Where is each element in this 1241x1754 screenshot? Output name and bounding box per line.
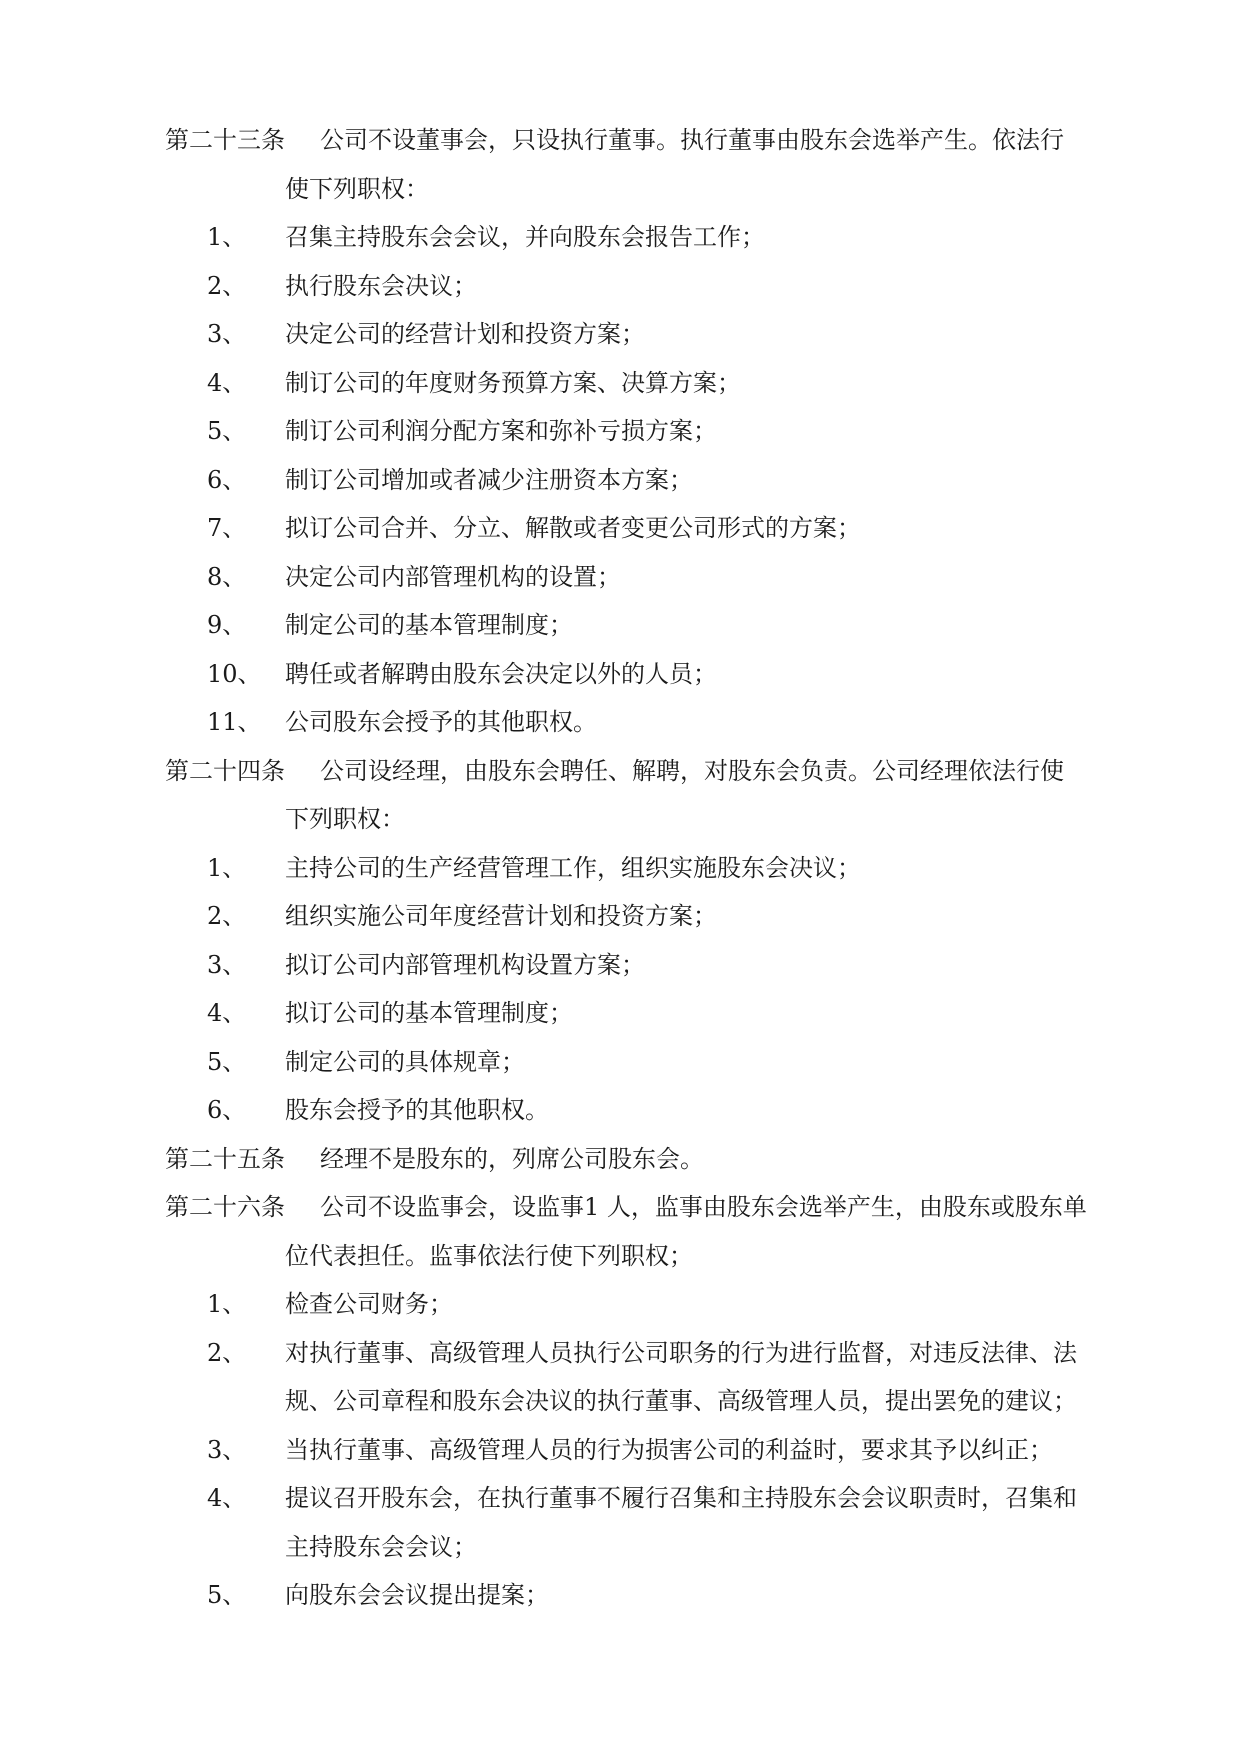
list-item bbox=[165, 989, 1110, 1038]
item-number: 2、 bbox=[207, 271, 247, 300]
list-item bbox=[165, 213, 1110, 262]
item-text: 制订公司的年度财务预算方案、决算方案； bbox=[285, 368, 741, 397]
item-text: 聘任或者解聘由股东会决定以外的人员； bbox=[285, 659, 717, 688]
article-number: 第二十三条 bbox=[165, 126, 285, 154]
item-text: 股东会授予的其他职权。 bbox=[285, 1096, 549, 1124]
list-item bbox=[165, 601, 1110, 650]
list-item bbox=[165, 941, 1110, 990]
list-item bbox=[165, 456, 1110, 505]
article-text-continuation: 位代表担任。监事依法行使下列职权； bbox=[285, 1241, 693, 1270]
list-item bbox=[165, 310, 1110, 359]
item-text: 制定公司的具体规章； bbox=[285, 1047, 525, 1076]
item-text: 当执行董事、高级管理人员的行为损害公司的利益时，要求其予以纠正； bbox=[285, 1435, 1053, 1464]
item-text: 主持公司的生产经营管理工作，组织实施股东会决议； bbox=[285, 853, 861, 882]
article-number: 第二十四条 bbox=[165, 756, 285, 785]
list-item bbox=[165, 1086, 1110, 1135]
item-number: 11、 bbox=[207, 708, 262, 736]
list-item bbox=[165, 1280, 1110, 1329]
item-text: 检查公司财务； bbox=[285, 1290, 453, 1318]
article-text: 公司不设董事会，只设执行董事。执行董事由股东会选举产生。依法行 bbox=[320, 126, 1064, 154]
list-item bbox=[165, 407, 1110, 456]
item-text: 组织实施公司年度经营计划和投资方案； bbox=[285, 902, 717, 930]
list-item bbox=[165, 504, 1110, 553]
item-text: 执行股东会决议； bbox=[285, 271, 477, 300]
item-number: 5、 bbox=[207, 1581, 247, 1609]
list-item bbox=[165, 1329, 1110, 1378]
item-text: 制订公司利润分配方案和弥补亏损方案； bbox=[285, 417, 717, 445]
document-body bbox=[165, 116, 1110, 1620]
item-number: 4、 bbox=[207, 368, 247, 397]
list-item bbox=[165, 892, 1110, 941]
item-number: 3、 bbox=[207, 320, 247, 348]
item-number: 6、 bbox=[207, 465, 247, 494]
item-number: 7、 bbox=[207, 514, 247, 542]
list-item bbox=[165, 359, 1110, 408]
item-text: 向股东会会议提出提案； bbox=[285, 1581, 549, 1609]
item-number: 1、 bbox=[207, 1290, 247, 1318]
article-heading-line bbox=[165, 1183, 1110, 1232]
item-text: 决定公司的经营计划和投资方案； bbox=[285, 320, 645, 348]
item-text: 拟订公司合并、分立、解散或者变更公司形式的方案； bbox=[285, 514, 861, 542]
article-heading-line bbox=[165, 747, 1110, 796]
item-text: 召集主持股东会会议，并向股东会报告工作； bbox=[285, 223, 765, 251]
list-item bbox=[165, 844, 1110, 893]
article-23 bbox=[165, 116, 1110, 747]
item-number: 2、 bbox=[207, 902, 247, 930]
article-24 bbox=[165, 747, 1110, 1135]
list-item bbox=[165, 650, 1110, 699]
item-text-continuation: 规、公司章程和股东会决议的执行董事、高级管理人员，提出罢免的建议； bbox=[285, 1387, 1077, 1415]
list-item bbox=[165, 1038, 1110, 1087]
item-text: 提议召开股东会，在执行董事不履行召集和主持股东会会议职责时，召集和 bbox=[285, 1484, 1077, 1512]
list-item bbox=[165, 1571, 1110, 1620]
item-number: 10、 bbox=[207, 659, 262, 688]
item-number: 1、 bbox=[207, 223, 247, 251]
list-item bbox=[165, 698, 1110, 747]
article-25 bbox=[165, 1135, 1110, 1184]
item-number: 4、 bbox=[207, 999, 247, 1027]
item-text: 公司股东会授予的其他职权。 bbox=[285, 708, 597, 736]
item-number: 5、 bbox=[207, 1047, 247, 1076]
item-number: 1、 bbox=[207, 853, 247, 882]
item-text: 对执行董事、高级管理人员执行公司职务的行为进行监督，对违反法律、法 bbox=[285, 1338, 1077, 1367]
item-number: 3、 bbox=[207, 950, 247, 979]
article-26 bbox=[165, 1183, 1110, 1620]
article-text: 公司不设监事会，设监事1 人，监事由股东会选举产生，由股东或股东单 bbox=[320, 1193, 1087, 1221]
item-text: 制定公司的基本管理制度； bbox=[285, 611, 573, 639]
article-heading-line bbox=[165, 116, 1110, 165]
item-text: 制订公司增加或者减少注册资本方案； bbox=[285, 465, 693, 494]
item-number: 3、 bbox=[207, 1435, 247, 1464]
article-number: 第二十五条 bbox=[165, 1144, 285, 1173]
item-number: 2、 bbox=[207, 1338, 247, 1367]
list-item bbox=[165, 553, 1110, 602]
item-text: 拟订公司的基本管理制度； bbox=[285, 999, 573, 1027]
article-text: 公司设经理，由股东会聘任、解聘，对股东会负责。公司经理依法行使 bbox=[320, 756, 1064, 785]
list-item bbox=[165, 262, 1110, 311]
item-text: 决定公司内部管理机构的设置； bbox=[285, 562, 621, 591]
item-number: 6、 bbox=[207, 1096, 247, 1124]
article-text-continuation: 下列职权： bbox=[285, 805, 405, 833]
article-number: 第二十六条 bbox=[165, 1193, 285, 1221]
item-number: 4、 bbox=[207, 1484, 247, 1512]
item-number: 8、 bbox=[207, 562, 247, 591]
item-number: 9、 bbox=[207, 611, 247, 639]
article-text: 经理不是股东的，列席公司股东会。 bbox=[320, 1144, 704, 1173]
article-heading-line bbox=[165, 1135, 1110, 1184]
list-item bbox=[165, 1426, 1110, 1475]
item-text: 拟订公司内部管理机构设置方案； bbox=[285, 950, 645, 979]
item-number: 5、 bbox=[207, 417, 247, 445]
list-item bbox=[165, 1474, 1110, 1523]
article-text-continuation: 使下列职权： bbox=[285, 174, 429, 203]
item-text-continuation: 主持股东会会议； bbox=[285, 1532, 477, 1561]
